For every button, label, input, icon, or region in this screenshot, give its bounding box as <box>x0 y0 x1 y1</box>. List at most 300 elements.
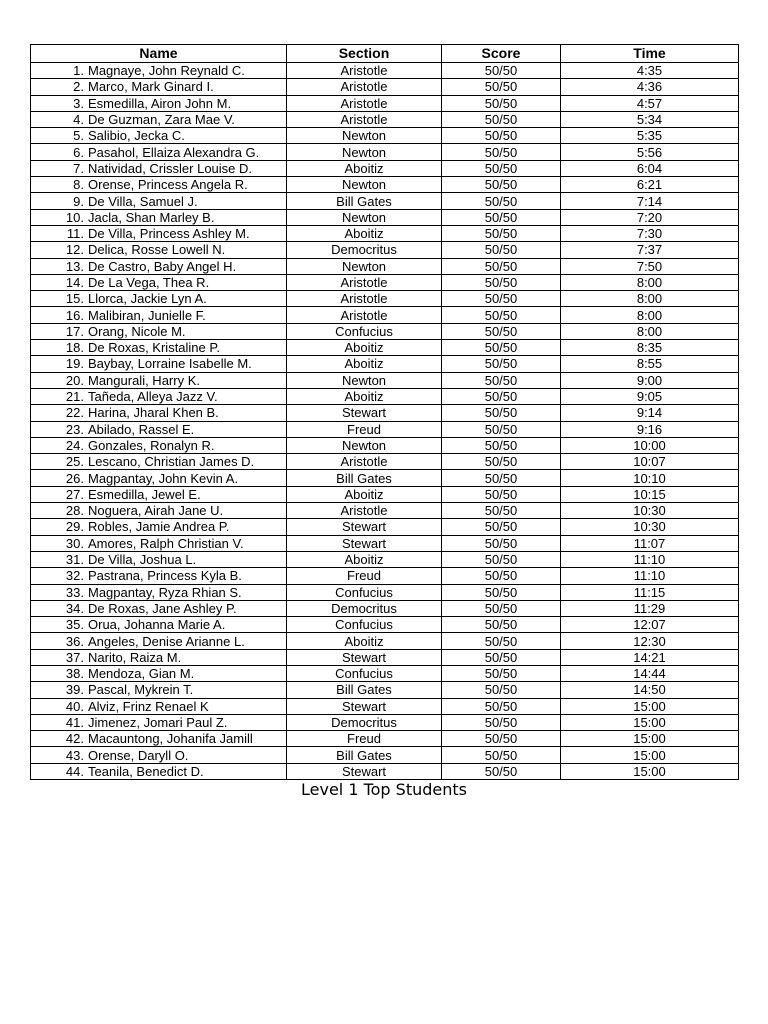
table-row <box>31 160 739 176</box>
student-name: Baybay, Lorraine Isabelle M. <box>88 356 252 372</box>
student-name: Natividad, Crissler Louise D. <box>88 160 253 176</box>
header-row <box>31 45 739 63</box>
score-cell: 50/50 <box>442 291 561 307</box>
section-cell: Newton <box>287 437 442 453</box>
section-cell: Aboitiz <box>287 551 442 567</box>
student-name: Narito, Raiza M. <box>88 649 182 665</box>
section-cell: Aboitiz <box>287 633 442 649</box>
rank-number: 34. <box>65 600 84 616</box>
student-name-cell <box>31 95 287 111</box>
rank-number: 43. <box>65 747 84 763</box>
student-name: Tañeda, Alleya Jazz V. <box>88 389 218 405</box>
rank-number: 41. <box>65 715 84 731</box>
section-cell: Aristotle <box>287 291 442 307</box>
time-cell: 10:30 <box>561 519 739 535</box>
time-cell: 8:00 <box>561 291 739 307</box>
student-name-cell <box>31 551 287 567</box>
student-name: Teanila, Benedict D. <box>88 763 204 779</box>
student-name-cell <box>31 421 287 437</box>
student-name-cell <box>31 698 287 714</box>
rank-number: 31. <box>65 552 84 568</box>
student-name: Pastrana, Princess Kyla B. <box>88 568 242 584</box>
section-cell: Newton <box>287 372 442 388</box>
rank-number: 37. <box>65 649 84 665</box>
table-row <box>31 600 739 616</box>
rank-number: 21. <box>65 389 84 405</box>
rank-number: 1. <box>73 63 84 79</box>
score-cell: 50/50 <box>442 747 561 763</box>
rank-number: 23. <box>65 421 84 437</box>
table-row <box>31 714 739 730</box>
section-cell: Bill Gates <box>287 747 442 763</box>
rank-number: 17. <box>65 323 84 339</box>
table-row <box>31 95 739 111</box>
student-name: Orense, Daryll O. <box>88 747 189 763</box>
section-cell: Newton <box>287 209 442 225</box>
time-cell: 11:15 <box>561 584 739 600</box>
score-cell: 50/50 <box>442 128 561 144</box>
rank-number: 8. <box>73 177 84 193</box>
rank-number: 22. <box>65 405 84 421</box>
section-cell: Confucius <box>287 323 442 339</box>
score-cell: 50/50 <box>442 144 561 160</box>
table-row <box>31 111 739 127</box>
score-cell: 50/50 <box>442 454 561 470</box>
student-name: De Roxas, Kristaline P. <box>88 340 220 356</box>
student-name: Harina, Jharal Khen B. <box>88 405 219 421</box>
section-cell: Aboitiz <box>287 340 442 356</box>
rank-number: 3. <box>73 95 84 111</box>
student-name: De La Vega, Thea R. <box>88 275 210 290</box>
section-cell: Aboitiz <box>287 356 442 372</box>
section-header: Section <box>287 45 442 63</box>
student-name-cell <box>31 63 287 79</box>
student-name-cell <box>31 242 287 258</box>
table-row <box>31 470 739 486</box>
table-row <box>31 437 739 453</box>
student-name-cell <box>31 584 287 600</box>
student-name: Esmedilla, Airon John M. <box>88 95 232 111</box>
table-row <box>31 405 739 421</box>
time-cell: 15:00 <box>561 731 739 747</box>
table-row <box>31 568 739 584</box>
rank-number: 30. <box>65 535 84 551</box>
score-cell: 50/50 <box>442 388 561 404</box>
student-name: Magpantay, Ryza Rhian S. <box>88 584 242 600</box>
rank-number: 33. <box>65 584 84 600</box>
time-cell: 11:29 <box>561 600 739 616</box>
score-cell: 50/50 <box>442 437 561 453</box>
score-cell: 50/50 <box>442 193 561 209</box>
time-cell: 8:55 <box>561 356 739 372</box>
rank-number: 36. <box>65 633 84 649</box>
section-cell: Stewart <box>287 519 442 535</box>
score-cell: 50/50 <box>442 470 561 486</box>
student-name-cell <box>31 111 287 127</box>
time-cell: 9:14 <box>561 405 739 421</box>
student-name-cell <box>31 454 287 470</box>
score-cell: 50/50 <box>442 617 561 633</box>
time-cell: 6:04 <box>561 160 739 176</box>
table-row <box>31 503 739 519</box>
time-cell: 12:30 <box>561 633 739 649</box>
student-name-cell <box>31 617 287 633</box>
section-cell: Democritus <box>287 714 442 730</box>
student-name-cell <box>31 274 287 290</box>
rank-number: 20. <box>65 372 84 388</box>
section-cell: Aristotle <box>287 503 442 519</box>
student-name-cell <box>31 633 287 649</box>
section-cell: Freud <box>287 568 442 584</box>
section-cell: Stewart <box>287 405 442 421</box>
score-cell: 50/50 <box>442 551 561 567</box>
section-cell: Newton <box>287 258 442 274</box>
table-row <box>31 193 739 209</box>
section-cell: Newton <box>287 177 442 193</box>
score-cell: 50/50 <box>442 323 561 339</box>
time-cell: 4:35 <box>561 63 739 79</box>
table-row <box>31 747 739 763</box>
table-row <box>31 665 739 681</box>
table-row <box>31 79 739 95</box>
section-cell: Aboitiz <box>287 225 442 241</box>
name-header: Name <box>31 45 287 63</box>
score-cell: 50/50 <box>442 568 561 584</box>
student-name-cell <box>31 470 287 486</box>
student-name-cell <box>31 535 287 551</box>
table-row <box>31 486 739 502</box>
student-name: Abilado, Rassel E. <box>88 421 195 437</box>
student-name-cell <box>31 193 287 209</box>
time-cell: 4:57 <box>561 95 739 111</box>
section-cell: Democritus <box>287 242 442 258</box>
rank-number: 13. <box>65 258 84 274</box>
time-cell: 8:35 <box>561 340 739 356</box>
table-row <box>31 323 739 339</box>
time-cell: 8:00 <box>561 274 739 290</box>
student-name: De Roxas, Jane Ashley P. <box>88 600 237 616</box>
time-cell: 5:34 <box>561 111 739 127</box>
score-cell: 50/50 <box>442 258 561 274</box>
time-cell: 15:00 <box>561 747 739 763</box>
student-name: Noguera, Airah Jane U. <box>88 503 224 519</box>
section-cell: Bill Gates <box>287 193 442 209</box>
student-name-cell <box>31 209 287 225</box>
score-cell: 50/50 <box>442 177 561 193</box>
student-name: Pasahol, Ellaiza Alexandra G. <box>88 144 260 160</box>
time-cell: 9:16 <box>561 421 739 437</box>
student-name-cell <box>31 128 287 144</box>
student-name: Macauntong, Johanifa Jamill <box>88 731 253 747</box>
score-cell: 50/50 <box>442 665 561 681</box>
table-row <box>31 584 739 600</box>
time-cell: 11:10 <box>561 551 739 567</box>
table-row <box>31 225 739 241</box>
rank-number: 6. <box>73 144 84 160</box>
student-name: Orang, Nicole M. <box>88 323 186 339</box>
rank-number: 10. <box>65 209 84 225</box>
student-name-cell <box>31 649 287 665</box>
student-name: Amores, Ralph Christian V. <box>88 535 244 551</box>
rank-number: 44. <box>65 763 84 779</box>
score-cell: 50/50 <box>442 242 561 258</box>
table-row <box>31 421 739 437</box>
time-cell: 8:00 <box>561 323 739 339</box>
score-cell: 50/50 <box>442 63 561 79</box>
student-name: De Guzman, Zara Mae V. <box>88 112 235 128</box>
student-name: Mangurali, Harry K. <box>88 372 200 388</box>
score-cell: 50/50 <box>442 731 561 747</box>
time-cell: 8:00 <box>561 307 739 323</box>
table-caption: Level 1 Top Students <box>301 780 467 799</box>
student-name-cell <box>31 291 287 307</box>
table-row <box>31 340 739 356</box>
section-cell: Aboitiz <box>287 160 442 176</box>
time-cell: 14:44 <box>561 665 739 681</box>
rank-number: 32. <box>65 568 84 584</box>
time-cell: 4:36 <box>561 79 739 95</box>
score-cell: 50/50 <box>442 225 561 241</box>
student-name: Esmedilla, Jewel E. <box>88 486 201 502</box>
rank-number: 7. <box>73 160 84 176</box>
time-cell: 7:37 <box>561 242 739 258</box>
section-cell: Aristotle <box>287 63 442 79</box>
student-name: Salibio, Jecka C. <box>88 128 185 144</box>
student-name: De Castro, Baby Angel H. <box>88 258 237 274</box>
student-name: Alviz, Frinz Renael K <box>88 698 209 714</box>
student-name-cell <box>31 405 287 421</box>
time-cell: 15:00 <box>561 763 739 779</box>
rank-number: 16. <box>65 307 84 323</box>
student-name-cell <box>31 682 287 698</box>
table-row <box>31 519 739 535</box>
student-name: Lescano, Christian James D. <box>88 454 255 470</box>
time-cell: 5:56 <box>561 144 739 160</box>
rank-number: 27. <box>65 486 84 502</box>
table-row <box>31 307 739 323</box>
student-name-cell <box>31 747 287 763</box>
time-cell: 10:10 <box>561 470 739 486</box>
rank-number: 18. <box>65 340 84 356</box>
section-cell: Aristotle <box>287 95 442 111</box>
score-cell: 50/50 <box>442 95 561 111</box>
section-cell: Aristotle <box>287 274 442 290</box>
table-row <box>31 274 739 290</box>
student-name-cell <box>31 160 287 176</box>
student-name: Jacla, Shan Marley B. <box>88 209 215 225</box>
table-row <box>31 617 739 633</box>
student-name-cell <box>31 323 287 339</box>
time-cell: 14:21 <box>561 649 739 665</box>
rank-number: 28. <box>65 503 84 519</box>
section-cell: Newton <box>287 144 442 160</box>
student-name: Pascal, Mykrein T. <box>88 682 194 698</box>
time-cell: 11:10 <box>561 568 739 584</box>
student-name-cell <box>31 519 287 535</box>
rank-number: 26. <box>65 470 84 486</box>
time-cell: 10:07 <box>561 454 739 470</box>
score-cell: 50/50 <box>442 535 561 551</box>
section-cell: Confucius <box>287 584 442 600</box>
student-name-cell <box>31 258 287 274</box>
time-cell: 10:30 <box>561 503 739 519</box>
table-row <box>31 242 739 258</box>
section-cell: Aboitiz <box>287 486 442 502</box>
table-row <box>31 177 739 193</box>
section-cell: Democritus <box>287 600 442 616</box>
section-cell: Stewart <box>287 535 442 551</box>
score-cell: 50/50 <box>442 356 561 372</box>
rank-number: 25. <box>65 454 84 470</box>
rank-number: 9. <box>73 193 84 209</box>
score-cell: 50/50 <box>442 111 561 127</box>
top-students-table <box>30 44 739 780</box>
rank-number: 40. <box>65 698 84 714</box>
table-row <box>31 356 739 372</box>
section-cell: Aboitiz <box>287 388 442 404</box>
section-cell: Newton <box>287 128 442 144</box>
table-row <box>31 763 739 779</box>
time-cell: 6:21 <box>561 177 739 193</box>
time-cell: 15:00 <box>561 714 739 730</box>
section-cell: Stewart <box>287 763 442 779</box>
student-name-cell <box>31 731 287 747</box>
student-name-cell <box>31 486 287 502</box>
score-cell: 50/50 <box>442 340 561 356</box>
student-name: Mendoza, Gian M. <box>88 666 195 682</box>
section-cell: Stewart <box>287 649 442 665</box>
student-name: De Villa, Princess Ashley M. <box>88 226 250 242</box>
student-name-cell <box>31 307 287 323</box>
student-name: Robles, Jamie Andrea P. <box>88 519 230 535</box>
section-cell: Aristotle <box>287 454 442 470</box>
table-row <box>31 682 739 698</box>
rank-number: 15. <box>65 291 84 307</box>
score-cell: 50/50 <box>442 503 561 519</box>
student-name-cell <box>31 503 287 519</box>
rank-number: 5. <box>73 128 84 144</box>
table-row <box>31 731 739 747</box>
score-cell: 50/50 <box>442 633 561 649</box>
score-cell: 50/50 <box>442 209 561 225</box>
time-cell: 7:20 <box>561 209 739 225</box>
rank-number: 11. <box>66 226 84 242</box>
rank-number: 39. <box>65 682 84 698</box>
time-cell: 12:07 <box>561 617 739 633</box>
student-name: Orua, Johanna Marie A. <box>88 617 226 633</box>
table-row <box>31 454 739 470</box>
section-cell: Freud <box>287 421 442 437</box>
time-header: Time <box>561 45 739 63</box>
score-cell: 50/50 <box>442 698 561 714</box>
student-name-cell <box>31 372 287 388</box>
table-row <box>31 388 739 404</box>
student-name: Delica, Rosse Lowell N. <box>88 242 226 258</box>
score-cell: 50/50 <box>442 763 561 779</box>
time-cell: 5:35 <box>561 128 739 144</box>
score-cell: 50/50 <box>442 79 561 95</box>
time-cell: 11:07 <box>561 535 739 551</box>
student-name-cell <box>31 600 287 616</box>
section-cell: Confucius <box>287 665 442 681</box>
time-cell: 9:00 <box>561 372 739 388</box>
results-sheet <box>30 44 738 780</box>
section-cell: Stewart <box>287 698 442 714</box>
student-name-cell <box>31 568 287 584</box>
table-row <box>31 633 739 649</box>
rank-number: 4. <box>73 112 84 128</box>
table-row <box>31 551 739 567</box>
table-row <box>31 144 739 160</box>
score-cell: 50/50 <box>442 584 561 600</box>
student-name-cell <box>31 225 287 241</box>
score-cell: 50/50 <box>442 600 561 616</box>
rank-number: 12. <box>65 242 84 258</box>
student-name: Magpantay, John Kevin A. <box>88 470 239 486</box>
score-cell: 50/50 <box>442 160 561 176</box>
table-row <box>31 698 739 714</box>
student-name: De Villa, Joshua L. <box>88 552 197 568</box>
score-cell: 50/50 <box>442 714 561 730</box>
section-cell: Aristotle <box>287 79 442 95</box>
time-cell: 9:05 <box>561 388 739 404</box>
score-cell: 50/50 <box>442 519 561 535</box>
table-row <box>31 128 739 144</box>
student-name-cell <box>31 714 287 730</box>
table-row <box>31 63 739 79</box>
student-name-cell <box>31 177 287 193</box>
section-cell: Aristotle <box>287 307 442 323</box>
student-name-cell <box>31 79 287 95</box>
student-name-cell <box>31 388 287 404</box>
table-row <box>31 258 739 274</box>
table-row <box>31 209 739 225</box>
rank-number: 19. <box>65 356 84 372</box>
rank-number: 14. <box>65 275 84 290</box>
time-cell: 7:30 <box>561 225 739 241</box>
section-cell: Aristotle <box>287 111 442 127</box>
section-cell: Confucius <box>287 617 442 633</box>
score-cell: 50/50 <box>442 682 561 698</box>
score-cell: 50/50 <box>442 274 561 290</box>
rank-number: 24. <box>65 437 84 453</box>
student-name-cell <box>31 144 287 160</box>
time-cell: 14:50 <box>561 682 739 698</box>
student-name: Orense, Princess Angela R. <box>88 177 248 193</box>
student-name-cell <box>31 340 287 356</box>
rank-number: 42. <box>65 731 84 747</box>
rank-number: 38. <box>65 666 84 682</box>
time-cell: 7:14 <box>561 193 739 209</box>
rank-number: 2. <box>73 79 84 95</box>
score-cell: 50/50 <box>442 307 561 323</box>
time-cell: 7:50 <box>561 258 739 274</box>
student-name: De Villa, Samuel J. <box>88 193 198 209</box>
student-name-cell <box>31 665 287 681</box>
student-name: Marco, Mark Ginard I. <box>88 79 214 95</box>
score-cell: 50/50 <box>442 649 561 665</box>
student-name: Jimenez, Jomari Paul Z. <box>88 715 228 731</box>
table-row <box>31 649 739 665</box>
score-cell: 50/50 <box>442 486 561 502</box>
student-name: Llorca, Jackie Lyn A. <box>88 291 207 307</box>
time-cell: 15:00 <box>561 698 739 714</box>
student-name-cell <box>31 763 287 779</box>
score-header: Score <box>442 45 561 63</box>
student-name: Magnaye, John Reynald C. <box>88 63 245 79</box>
student-name: Malibiran, Junielle F. <box>88 307 206 323</box>
student-name: Angeles, Denise Arianne L. <box>88 633 245 649</box>
